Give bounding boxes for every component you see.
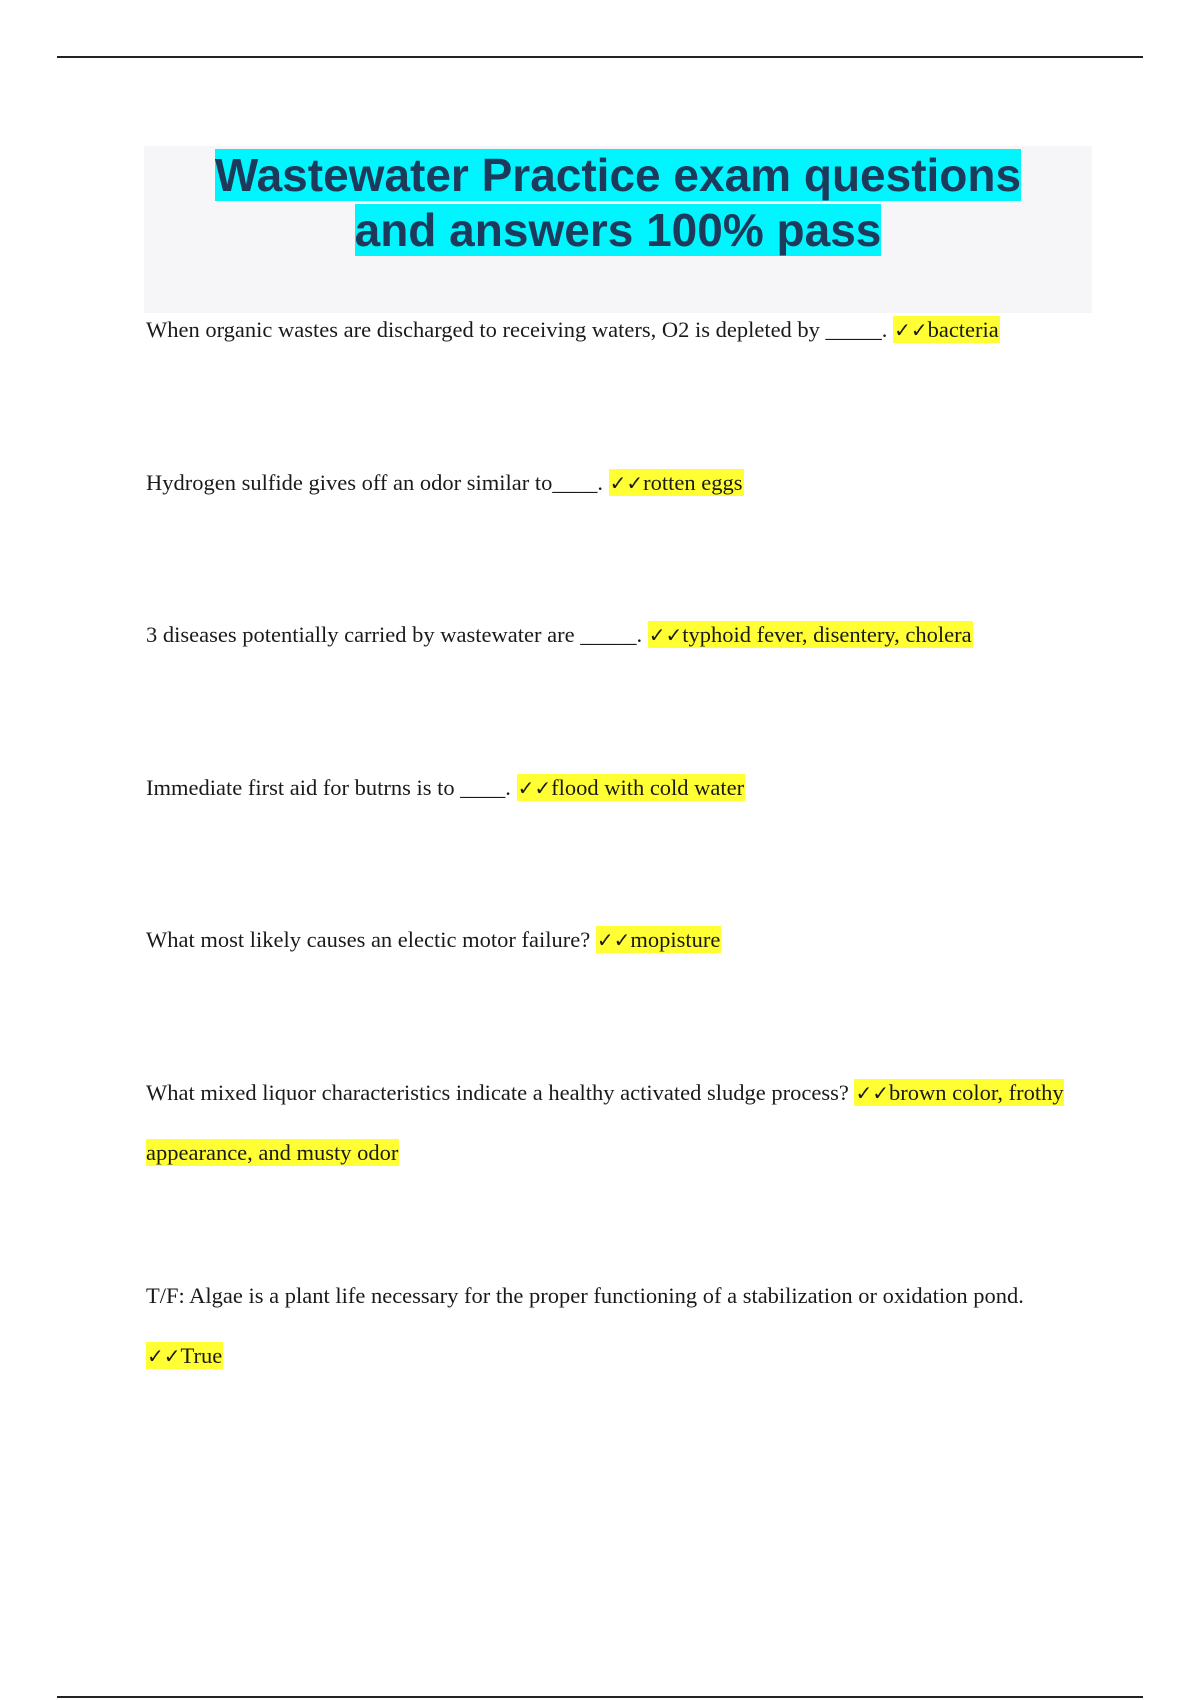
qa-item xyxy=(146,758,1086,818)
qa-item xyxy=(146,453,1086,513)
header-rule xyxy=(57,56,1143,58)
title-block xyxy=(144,146,1092,313)
question-text: What mixed liquor characteristics indicate a healthy activated sludge process? xyxy=(146,1080,855,1105)
question-text: Immediate first aid for butrns is to ____. xyxy=(146,775,517,800)
double-check-icon: ✓✓ xyxy=(648,623,683,647)
double-check-icon: ✓✓ xyxy=(517,776,552,800)
answer-highlight xyxy=(893,316,1000,343)
qa-item xyxy=(146,910,1086,970)
answer-text: flood with cold water xyxy=(551,775,745,800)
qa-item xyxy=(146,1063,1086,1183)
answer-highlight xyxy=(648,621,973,648)
answer-highlight xyxy=(596,926,722,953)
page-title xyxy=(144,146,1092,258)
double-check-icon: ✓✓ xyxy=(147,1344,181,1368)
question-text: 3 diseases potentially carried by wastewater are _____. xyxy=(146,622,648,647)
answer-text: brown color, frothy appearance, and musty odor xyxy=(146,1080,1064,1165)
title-line-1: Wastewater Practice exam questions xyxy=(214,149,1022,201)
answer-text: True xyxy=(180,1343,223,1368)
qa-item xyxy=(146,1266,1086,1386)
question-text: When organic wastes are discharged to receiving waters, O2 is depleted by _____. xyxy=(146,317,894,342)
answer-text: typhoid fever, disentery, cholera xyxy=(682,622,972,647)
qa-item xyxy=(146,605,1086,665)
question-text: What most likely causes an electic motor failure? xyxy=(146,927,596,952)
answer-highlight xyxy=(609,469,744,496)
answer-text: bacteria xyxy=(927,317,999,342)
double-check-icon: ✓✓ xyxy=(855,1081,889,1105)
answer-text: rotten eggs xyxy=(643,470,743,495)
question-text: T/F: Algae is a plant life necessary for the proper functioning of a stabilization or oxidation pond. xyxy=(146,1283,1024,1308)
double-check-icon: ✓✓ xyxy=(894,318,928,342)
question-text: Hydrogen sulfide gives off an odor similar to____. xyxy=(146,470,609,495)
qa-item xyxy=(146,300,1086,360)
answer-text: mopisture xyxy=(630,927,721,952)
footer-rule xyxy=(57,1696,1143,1698)
answer-highlight xyxy=(517,774,746,801)
double-check-icon: ✓✓ xyxy=(596,928,631,952)
answer-highlight xyxy=(146,1342,223,1369)
double-check-icon: ✓✓ xyxy=(609,471,644,495)
title-line-2: and answers 100% pass xyxy=(354,204,882,256)
